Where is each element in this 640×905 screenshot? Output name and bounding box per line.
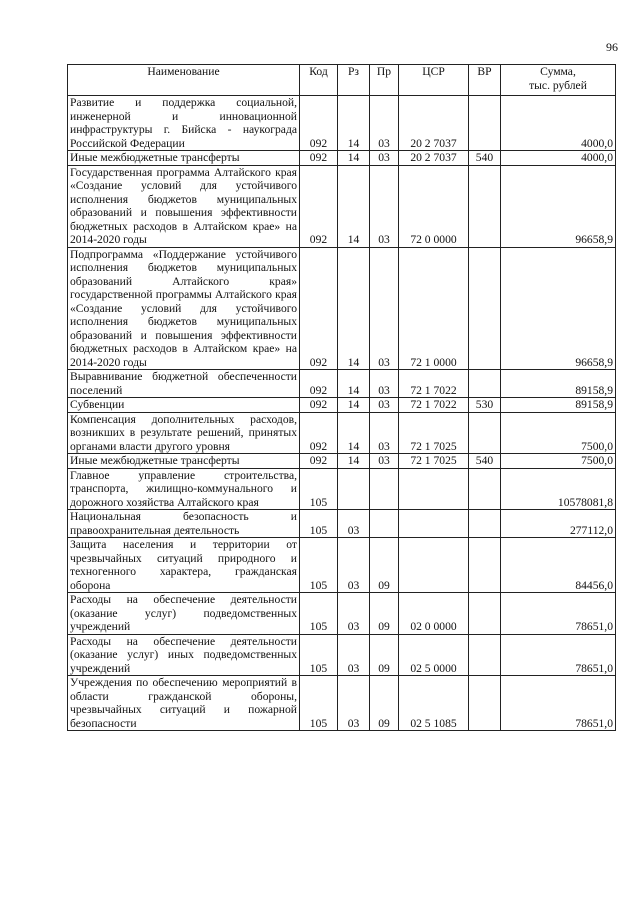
table-row <box>68 538 616 593</box>
row-name: Расходы на обеспечение деятельности (оказание услуг) подведомственных учреждений <box>68 593 300 635</box>
row-sum: 78651,0 <box>501 593 616 635</box>
row-vr <box>469 468 501 510</box>
table-row <box>68 593 616 635</box>
row-sum: 277112,0 <box>501 510 616 538</box>
row-pr: 03 <box>370 412 399 454</box>
row-sum: 96658,9 <box>501 247 616 370</box>
row-csr: 02 0 0000 <box>399 593 469 635</box>
row-code: 105 <box>300 593 338 635</box>
row-sum: 89158,9 <box>501 370 616 398</box>
row-pr: 03 <box>370 96 399 151</box>
table-row <box>68 96 616 151</box>
row-csr: 72 0 0000 <box>399 165 469 247</box>
row-name: Главное управление строительства, транспорта, жилищно-коммунального и дорожного хозяйства Алтайского края <box>68 468 300 510</box>
row-csr <box>399 510 469 538</box>
row-name: Иные межбюджетные трансферты <box>68 151 300 166</box>
row-name: Подпрограмма «Поддержание устойчивого исполнения бюджетов муниципальных образований Алтайского края» государственной программы Алтайского края «Создание условий для устойчивого исполнения бюджетов муниципальных образований и повышения эффективности бюджетных расходов в Алтайском крае» на 2014-2020 годы <box>68 247 300 370</box>
table-row <box>68 510 616 538</box>
table-row <box>68 247 616 370</box>
row-sum: 4000,0 <box>501 96 616 151</box>
row-rz: 14 <box>338 454 370 469</box>
row-code: 105 <box>300 468 338 510</box>
row-vr: 540 <box>469 151 501 166</box>
row-pr: 03 <box>370 247 399 370</box>
table-row <box>68 634 616 676</box>
row-name: Национальная безопасность и правоохранительная деятельность <box>68 510 300 538</box>
row-rz: 03 <box>338 634 370 676</box>
row-rz: 14 <box>338 398 370 413</box>
row-code: 092 <box>300 165 338 247</box>
row-name: Защита населения и территории от чрезвычайных ситуаций природного и техногенного характера, гражданская оборона <box>68 538 300 593</box>
header-name: Наименование <box>68 65 300 96</box>
header-vr: ВР <box>469 65 501 96</box>
table-row <box>68 370 616 398</box>
row-vr: 540 <box>469 454 501 469</box>
row-csr: 72 1 7025 <box>399 412 469 454</box>
row-sum: 78651,0 <box>501 676 616 731</box>
header-pr: Пр <box>370 65 399 96</box>
row-name: Иные межбюджетные трансферты <box>68 454 300 469</box>
row-rz: 14 <box>338 247 370 370</box>
row-sum: 96658,9 <box>501 165 616 247</box>
row-rz: 03 <box>338 510 370 538</box>
row-sum: 4000,0 <box>501 151 616 166</box>
row-pr: 03 <box>370 151 399 166</box>
row-code: 105 <box>300 538 338 593</box>
row-pr: 03 <box>370 370 399 398</box>
row-vr <box>469 538 501 593</box>
row-vr <box>469 593 501 635</box>
row-csr: 02 5 1085 <box>399 676 469 731</box>
row-pr: 03 <box>370 165 399 247</box>
header-sum-line1: Сумма, <box>540 65 576 78</box>
row-vr: 530 <box>469 398 501 413</box>
row-code: 092 <box>300 398 338 413</box>
header-csr: ЦСР <box>399 65 469 96</box>
table-row <box>68 165 616 247</box>
row-name: Выравнивание бюджетной обеспеченности поселений <box>68 370 300 398</box>
row-csr: 20 2 7037 <box>399 96 469 151</box>
table-row <box>68 468 616 510</box>
row-rz: 14 <box>338 412 370 454</box>
row-csr: 72 1 7025 <box>399 454 469 469</box>
row-code: 092 <box>300 370 338 398</box>
row-name: Государственная программа Алтайского края «Создание условий для устойчивого исполнения бюджетов муниципальных образований и повышения эффективности бюджетных расходов в Алтайском крае» на 2014-2020 годы <box>68 165 300 247</box>
row-code: 092 <box>300 412 338 454</box>
row-rz <box>338 468 370 510</box>
row-code: 092 <box>300 247 338 370</box>
row-rz: 14 <box>338 165 370 247</box>
header-code: Код <box>300 65 338 96</box>
row-name: Субвенции <box>68 398 300 413</box>
row-pr <box>370 468 399 510</box>
row-csr: 72 1 0000 <box>399 247 469 370</box>
row-rz: 14 <box>338 96 370 151</box>
row-pr: 03 <box>370 398 399 413</box>
row-name: Развитие и поддержка социальной, инженерной и инновационной инфраструктуры г. Бийска - наукограда Российской Федерации <box>68 96 300 151</box>
row-rz: 03 <box>338 593 370 635</box>
row-vr <box>469 247 501 370</box>
row-vr <box>469 412 501 454</box>
table-row <box>68 151 616 166</box>
row-pr <box>370 510 399 538</box>
row-pr: 09 <box>370 538 399 593</box>
page-number: 96 <box>606 40 618 54</box>
row-sum: 7500,0 <box>501 412 616 454</box>
row-vr <box>469 676 501 731</box>
row-csr: 20 2 7037 <box>399 151 469 166</box>
header-rz: Рз <box>338 65 370 96</box>
row-rz: 03 <box>338 676 370 731</box>
table-row <box>68 398 616 413</box>
row-rz: 03 <box>338 538 370 593</box>
row-code: 092 <box>300 454 338 469</box>
row-sum: 78651,0 <box>501 634 616 676</box>
row-code: 105 <box>300 676 338 731</box>
row-code: 092 <box>300 96 338 151</box>
row-name: Компенсация дополнительных расходов, возникших в результате решений, принятых органами власти другого уровня <box>68 412 300 454</box>
table-row <box>68 412 616 454</box>
table-header-row <box>68 65 616 96</box>
row-code: 105 <box>300 510 338 538</box>
table-row <box>68 454 616 469</box>
row-pr: 03 <box>370 454 399 469</box>
row-name: Расходы на обеспечение деятельности (оказание услуг) иных подведомственных учреждений <box>68 634 300 676</box>
row-code: 092 <box>300 151 338 166</box>
row-csr: 72 1 7022 <box>399 398 469 413</box>
row-code: 105 <box>300 634 338 676</box>
row-vr <box>469 370 501 398</box>
row-rz: 14 <box>338 151 370 166</box>
row-pr: 09 <box>370 676 399 731</box>
row-name: Учреждения по обеспечению мероприятий в области гражданской обороны, чрезвычайных ситуаций и пожарной безопасности <box>68 676 300 731</box>
row-pr: 09 <box>370 634 399 676</box>
row-pr: 09 <box>370 593 399 635</box>
header-sum <box>501 65 616 96</box>
row-sum: 7500,0 <box>501 454 616 469</box>
row-csr: 72 1 7022 <box>399 370 469 398</box>
row-sum: 89158,9 <box>501 398 616 413</box>
row-vr <box>469 510 501 538</box>
row-rz: 14 <box>338 370 370 398</box>
row-csr <box>399 538 469 593</box>
row-sum: 84456,0 <box>501 538 616 593</box>
row-csr: 02 5 0000 <box>399 634 469 676</box>
budget-table <box>67 64 616 731</box>
row-vr <box>469 634 501 676</box>
header-sum-line2: тыс. рублей <box>529 78 587 92</box>
table-row <box>68 676 616 731</box>
row-sum: 10578081,8 <box>501 468 616 510</box>
row-vr <box>469 165 501 247</box>
row-vr <box>469 96 501 151</box>
row-csr <box>399 468 469 510</box>
